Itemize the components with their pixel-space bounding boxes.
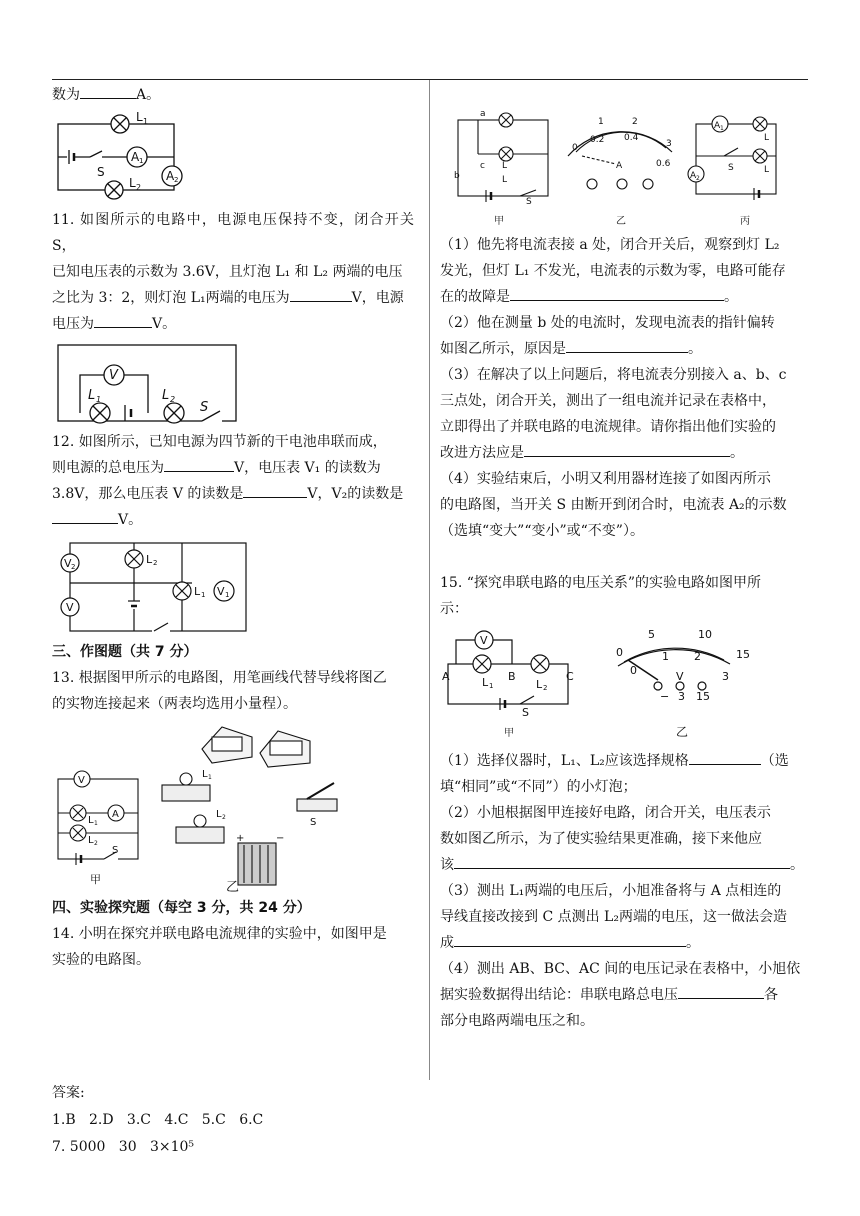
q15-2-line2: 数如图乙所示，为了使实验结果更准确，接下来他应 — [440, 831, 762, 847]
answers-label: 答案: — [52, 1085, 85, 1101]
svg-text:A: A — [442, 670, 450, 683]
svg-text:L: L — [146, 553, 153, 566]
q15-3-line2: 导线直接改接到 C 点测出 L₂两端的电压，这一做法会造 — [440, 909, 787, 925]
q15-line1: 15. “探究串联电路的电压关系”的实验电路如图甲所 — [440, 575, 762, 591]
svg-text:C: C — [566, 670, 574, 683]
svg-text:2: 2 — [696, 175, 700, 182]
figure-q14-jia-yi-bing — [440, 100, 810, 230]
svg-text:1: 1 — [489, 682, 494, 690]
svg-text:V: V — [64, 557, 72, 570]
svg-text:1: 1 — [96, 395, 102, 404]
svg-text:S: S — [522, 706, 529, 719]
q14-3-line1: （3）在解决了以上问题后，将电流表分别接入 a、b、c — [440, 367, 787, 383]
q14-4-line3: （选填“变大”“变小”或“不变”）。 — [440, 523, 644, 539]
svg-text:0: 0 — [616, 646, 623, 659]
q15-1-line1: （1）选择仪器时，L₁、L₂应该选择规格 （选 — [440, 748, 810, 774]
q14-2-line1: （2）他在测量 b 处的电流时，发现电流表的指针偏转 — [440, 315, 775, 331]
svg-text:L: L — [764, 165, 770, 175]
svg-text:1: 1 — [208, 774, 212, 781]
svg-text:2: 2 — [174, 176, 179, 184]
svg-text:L: L — [216, 809, 222, 820]
svg-text:3: 3 — [666, 139, 672, 149]
section4-heading: 四、实验探究题（每空 3 分，共 24 分） — [52, 900, 311, 916]
figure-label-jia: 甲 — [90, 873, 101, 886]
svg-text:0: 0 — [630, 664, 637, 677]
svg-text:−: − — [276, 833, 285, 844]
q14-1-line2: 发光，但灯 L₁ 不发光，电流表的示数为零，电路可能存 — [440, 263, 786, 279]
svg-text:2: 2 — [543, 684, 548, 692]
q14-3-line2: 三点处，闭合开关，测出了一组电流并记录在表格中， — [440, 393, 776, 409]
q12-line1: 12. 如图所示，已知电源为四节新的干电池串联而成， — [52, 434, 387, 450]
circuit-diagram-q12 — [52, 535, 252, 637]
svg-text:A: A — [166, 169, 175, 183]
q11-line1: 11. 如图所示的电路中，电源电压保持不变，闭合开关 S， — [52, 212, 414, 254]
svg-text:S: S — [97, 165, 105, 179]
svg-text:S: S — [112, 845, 119, 856]
figure-label-bing: 丙 — [740, 216, 750, 227]
answer-blank[interactable] — [243, 483, 307, 498]
svg-text:15: 15 — [736, 648, 750, 661]
wiring-figure-q13 — [52, 719, 352, 893]
q15-4-line1: （4）测出 AB、BC、AC 间的电压记录在表格中，小旭依 — [440, 961, 801, 977]
svg-text:L: L — [764, 133, 770, 143]
answer-blank[interactable] — [689, 750, 761, 765]
q15-4-line3: 部分电路两端电压之和。 — [440, 1013, 594, 1029]
q15-2-line1: （2）小旭根据图甲连接好电路，闭合开关，电压表示 — [440, 805, 771, 821]
answer-blank[interactable] — [290, 287, 352, 302]
svg-text:L: L — [88, 815, 94, 826]
svg-text:L: L — [194, 585, 201, 598]
q11-line3: 之比为 3：2，则灯泡 L₁两端的电压为 V，电源 — [52, 285, 414, 311]
q14-1-line3: 在的故障是 。 — [440, 284, 810, 310]
svg-text:0.4: 0.4 — [624, 133, 639, 143]
svg-text:V: V — [66, 601, 74, 614]
svg-text:S: S — [728, 163, 734, 173]
q14-2-line2: 如图乙所示，原因是 。 — [440, 336, 810, 362]
figure-label-yi: 乙 — [616, 216, 626, 227]
figure-label-jia: 甲 — [494, 216, 504, 227]
svg-text:10: 10 — [698, 628, 712, 641]
svg-text:L: L — [162, 388, 170, 403]
answer-blank[interactable] — [454, 854, 790, 869]
answer-blank[interactable] — [80, 84, 136, 99]
svg-text:5: 5 — [648, 628, 655, 641]
svg-text:15: 15 — [696, 690, 710, 703]
answer-blank[interactable] — [164, 457, 234, 472]
svg-text:L: L — [88, 835, 94, 846]
answer-blank[interactable] — [52, 509, 118, 524]
figure-label-yi: 乙 — [226, 880, 240, 893]
q11-line4: 电压为 V。 — [52, 311, 414, 337]
q14-3-line4: 改进方法应是 。 — [440, 440, 810, 466]
figure-label-yi: 乙 — [676, 725, 689, 739]
spacer — [440, 544, 810, 570]
circuit-diagram-q10 — [52, 110, 192, 205]
svg-text:a: a — [480, 109, 486, 119]
q15-3-line1: （3）测出 L₁两端的电压后，小旭准备将与 A 点相连的 — [440, 883, 782, 899]
answer-key — [52, 1080, 452, 1161]
answer-blank[interactable] — [566, 338, 688, 353]
svg-text:3: 3 — [678, 690, 685, 703]
svg-text:2: 2 — [170, 395, 176, 404]
svg-text:2: 2 — [222, 814, 226, 821]
answer-blank[interactable] — [454, 932, 686, 947]
q14-3-line3: 立即得出了并联电路的电流规律。请你指出他们实验的 — [440, 419, 776, 435]
svg-text:c: c — [480, 161, 485, 171]
q13-line1: 13. 根据图甲所示的电路图，用笔画线代替导线将图乙 — [52, 670, 387, 686]
q15-1-line2: 填“相同”或“不同”）的小灯泡； — [440, 779, 637, 795]
q15-2-line3: 该 。 — [440, 852, 810, 878]
svg-text:L: L — [136, 110, 143, 124]
q11-line2: 已知电压表的示数为 3.6V，且灯泡 L₁ 和 L₂ 两端的电压 — [52, 264, 403, 280]
svg-text:A: A — [112, 809, 119, 820]
svg-text:1: 1 — [720, 125, 724, 132]
q12-line2: 则电源的总电压为 V，电压表 V₁ 的读数为 — [52, 455, 414, 481]
svg-text:1: 1 — [94, 820, 98, 827]
svg-text:A: A — [616, 161, 623, 171]
svg-text:1: 1 — [143, 117, 149, 126]
circuit-diagram-q11 — [52, 339, 242, 427]
q12-line4: V。 — [52, 507, 414, 533]
q14-4-line2: 的电路图，当开关 S 由断开到闭合时，电流表 A₂的示数 — [440, 497, 787, 513]
q15-3-line3: 成 。 — [440, 930, 810, 956]
svg-text:1: 1 — [139, 157, 144, 165]
svg-text:B: B — [508, 670, 516, 683]
q14-1-line1: （1）他先将电流表接 a 处，闭合开关后，观察到灯 L₂ — [440, 237, 780, 253]
q15-line2: 示： — [440, 601, 468, 617]
svg-text:1: 1 — [662, 650, 669, 663]
svg-text:1: 1 — [225, 591, 230, 599]
answer-blank[interactable] — [94, 313, 152, 328]
q15-4-line2: 据实验数据得出结论：串联电路总电压 各 — [440, 982, 810, 1008]
right-column — [440, 98, 810, 1034]
svg-text:S: S — [310, 817, 317, 828]
svg-text:L: L — [536, 678, 543, 691]
figure-label-jia: 甲 — [504, 728, 514, 739]
q12-line3: 3.8V，那么电压表 V 的读数是 V，V₂的读数是 — [52, 481, 414, 507]
svg-text:V: V — [78, 775, 85, 786]
svg-text:V: V — [676, 670, 684, 683]
answer-blank[interactable] — [510, 286, 724, 301]
svg-text:L: L — [88, 388, 96, 403]
figure-q15 — [440, 624, 780, 746]
svg-text:L: L — [502, 175, 508, 185]
svg-text:1: 1 — [598, 117, 604, 127]
svg-text:A: A — [131, 150, 140, 164]
q13-line2: 的实物连接起来（两表均选用小量程）。 — [52, 696, 297, 712]
svg-text:2: 2 — [136, 183, 142, 192]
svg-text:2: 2 — [94, 840, 98, 847]
svg-text:0: 0 — [572, 143, 578, 153]
svg-text:2: 2 — [694, 650, 701, 663]
answer-blank[interactable] — [524, 442, 730, 457]
svg-text:L: L — [129, 176, 136, 190]
svg-text:3: 3 — [722, 670, 729, 683]
svg-text:+: + — [236, 833, 245, 844]
q14-line1: 14. 小明在探究并联电路电流规律的实验中，如图甲是 — [52, 926, 387, 942]
column-divider — [429, 80, 430, 1080]
q14-4-line1: （4）实验结束后，小明又利用器材连接了如图丙所示 — [440, 471, 771, 487]
svg-text:0.6: 0.6 — [656, 159, 671, 169]
section3-heading: 三、作图题（共 7 分） — [52, 644, 198, 660]
svg-text:L: L — [502, 161, 508, 171]
svg-text:S: S — [526, 197, 532, 207]
svg-text:V: V — [480, 634, 488, 647]
svg-text:2: 2 — [153, 559, 158, 567]
svg-text:A: A — [714, 121, 721, 131]
svg-text:A: A — [690, 171, 697, 181]
svg-text:1: 1 — [201, 591, 206, 599]
answer-blank[interactable] — [678, 984, 764, 999]
svg-text:0.2: 0.2 — [590, 135, 605, 145]
svg-text:L: L — [202, 769, 208, 780]
prev-question-tail: 数为 A。 — [52, 82, 414, 108]
svg-text:V: V — [109, 368, 118, 383]
answers-line2: 7. 5000 30 3×10⁵ — [52, 1139, 195, 1155]
svg-text:2: 2 — [632, 117, 638, 127]
svg-text:V: V — [217, 585, 225, 598]
svg-text:L: L — [482, 676, 489, 689]
svg-text:−: − — [660, 690, 670, 703]
svg-text:S: S — [200, 400, 209, 415]
answers-line1: 1.B 2.D 3.C 4.C 5.C 6.C — [52, 1112, 264, 1128]
top-rule — [52, 79, 808, 80]
q14-line2: 实验的电路图。 — [52, 952, 150, 968]
left-column — [52, 82, 414, 973]
svg-text:2: 2 — [71, 563, 76, 571]
svg-text:b: b — [454, 171, 460, 181]
